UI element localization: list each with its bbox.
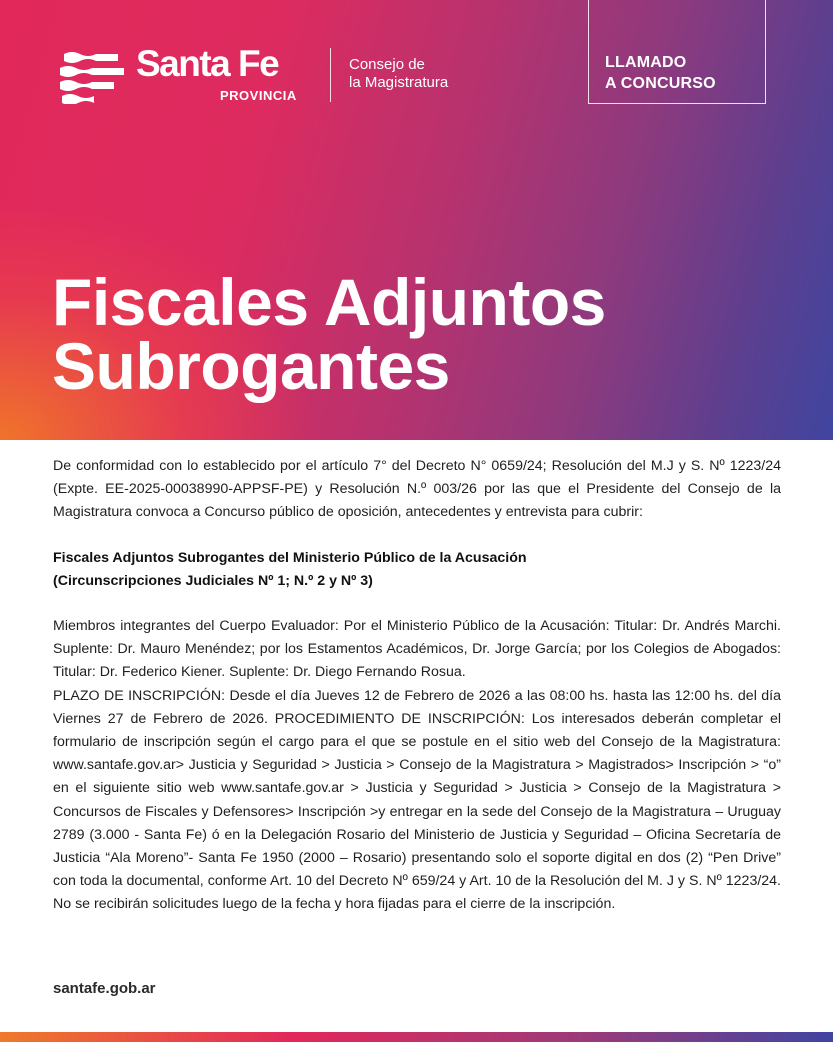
title-line-2: Subrogantes (52, 329, 450, 403)
badge-line-2: A CONCURSO (605, 75, 716, 92)
header-banner (0, 0, 833, 440)
title-line-1: Fiscales Adjuntos (52, 265, 606, 339)
bottom-gradient-bar (0, 1032, 833, 1042)
organization-name (349, 56, 448, 92)
footer-website-link[interactable]: santafe.gob.ar (53, 980, 156, 997)
evaluators-paragraph: Miembros integrantes del Cuerpo Evaluador: Por el Ministerio Público de la Acusación: Titular: Dr. Andrés Marchi. Suplente: Dr. Mauro Menéndez; por los Estamentos Académicos, Dr. Jorge García; por los Colegios de Abogados: Titular: Dr. Federico Kiener. Suplente: Dr. Diego Fernando Rosua. (53, 618, 781, 681)
position-heading (53, 547, 781, 593)
logo-brand-text: Santa Fe (136, 43, 279, 84)
logo-province-text: PROVINCIA (220, 88, 297, 103)
organization-line-2: la Magistratura (349, 74, 449, 91)
position-heading-line-1: Fiscales Adjuntos Subrogantes del Ministerio Público de la Acusación (53, 549, 527, 566)
position-heading-line-2: (Circunscripciones Judiciales Nº 1; N.º 2 y Nº 3) (53, 572, 373, 589)
page-title (52, 265, 606, 403)
registration-paragraph: PLAZO DE INSCRIPCIÓN: Desde el día Jueves 12 de Febrero de 2026 a las 08:00 hs. hasta las 12:00 hs. del día Viernes 27 de Febrero de 2026. PROCEDIMIENTO DE INSCRIPCIÓN: Los interesados deberán completar el formulario de inscripción según el cargo para el que se postule en el sitio web del Consejo de la Magistratura: www.santafe.gov.ar> Justicia y Seguridad > Justicia > Consejo de la Magistratura > Magistrados> Inscripción > “o” en el siguiente sitio web www.santafe.gov.ar > Justicia y Seguridad > Justicia > Consejo de la Magistratura > Concursos de Fiscales y Defensores> Inscripción >y entregar en la sede del Consejo de la Magistratura – Uruguay 2789 (3.000 - Santa Fe) ó en la Delegación Rosario del Ministerio de Justicia y Seguridad – Oficina Secretaría de Justicia “Ala Moreno”- Santa Fe 1950 (2000 – Rosario) presentando solo el soporte digital en dos (2) “Pen Drive” con toda la documental, conforme Art. 10 del Decreto Nº 659/24 y Art. 10 de la Resolución del M. J y S. Nº 1223/24. No se recibirán solicitudes luego de la fecha y hora fijadas para el cierre de la inscripción. (53, 687, 781, 913)
header-divider (330, 48, 331, 102)
announcement-body (53, 455, 781, 917)
badge-line-1: LLAMADO (605, 54, 687, 71)
organization-line-1: Consejo de (349, 56, 425, 73)
llamado-badge (605, 52, 716, 94)
santa-fe-stripes-logo-icon (58, 48, 126, 104)
intro-paragraph: De conformidad con lo establecido por el artículo 7° del Decreto N° 0659/24; Resolución del M.J y S. Nº 1223/24 (Expte. EE-2025-00038990-APPSF-PE) y Resolución N.º 003/26 por las que el Presidente del Consejo de la Magistratura convoca a Concurso público de oposición, antecedentes y entrevista para cubrir: (53, 458, 781, 521)
